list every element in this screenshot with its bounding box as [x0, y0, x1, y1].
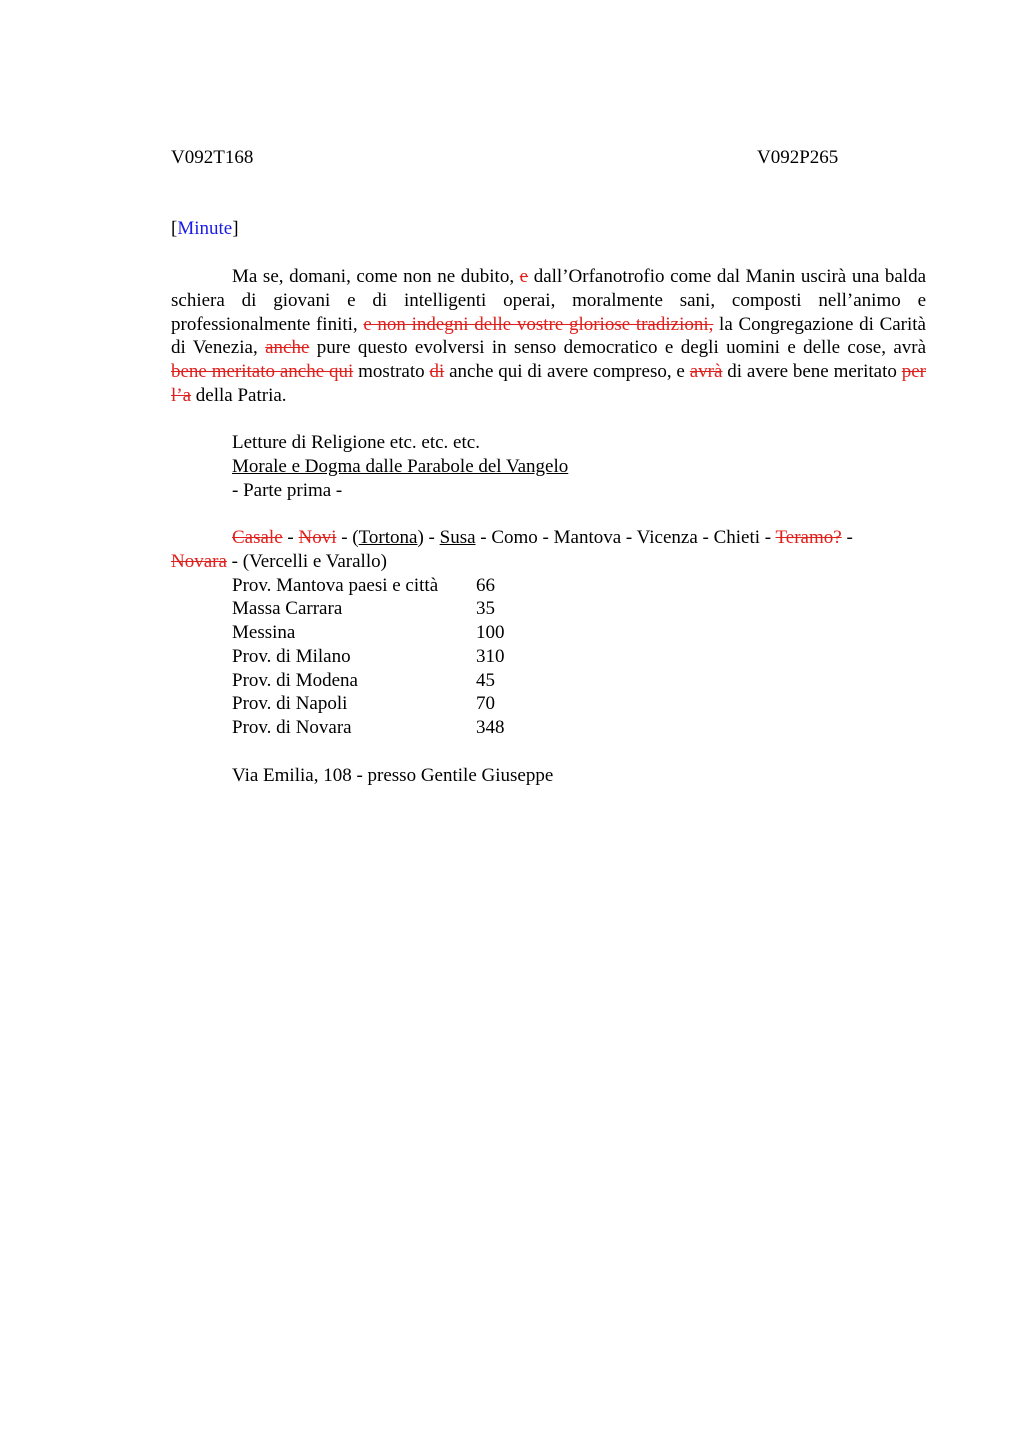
row-name: Prov. di Novara [232, 717, 352, 738]
row-value: 100 [476, 622, 505, 643]
place-separator: - [841, 527, 853, 548]
place-separator: - [282, 527, 299, 548]
place-underlined: Tortona [358, 527, 418, 548]
doc-id-right: V092P265 [757, 147, 839, 168]
table-row [232, 574, 495, 598]
row-value: 310 [476, 646, 505, 667]
place-names: - Como - Mantova - Vicenza - Chieti - [475, 527, 776, 548]
place-names: - (Vercelli e Varallo) [226, 551, 387, 572]
table-row [232, 716, 505, 740]
row-name: Prov. di Milano [232, 646, 351, 667]
paragraph-text: di avere bene meritato [722, 361, 902, 383]
deleted-text: bene meritato anche qui [171, 361, 354, 383]
note-line-title: Morale e Dogma dalle Parabole del Vangelo [232, 456, 569, 477]
row-value: 66 [476, 575, 495, 596]
place-underlined: Susa [439, 527, 476, 548]
deleted-text: per l’a [171, 361, 926, 406]
table-row [232, 669, 495, 693]
section-tag-label: Minute [177, 218, 233, 239]
place-deleted: Novi [298, 527, 337, 548]
place-deleted: Casale [232, 527, 283, 548]
paragraph-text: anche qui di avere compreso, e [444, 361, 690, 383]
table-row [232, 597, 495, 621]
row-name: Prov. Mantova paesi e città [232, 575, 439, 596]
row-value: 45 [476, 670, 495, 691]
place-separator: - ( [336, 527, 359, 548]
row-value: 348 [476, 717, 505, 738]
row-name: Prov. di Modena [232, 670, 358, 691]
deleted-text: anche [265, 337, 310, 359]
row-value: 35 [476, 598, 495, 619]
doc-id-left: V092T168 [171, 147, 254, 168]
table-row [232, 621, 505, 645]
paragraph-text: la Congregazione di Carità di Venezia, [171, 313, 926, 359]
row-value: 70 [476, 693, 495, 714]
address-line: Via Emilia, 108 - presso Gentile Giuseppe [232, 765, 554, 786]
deleted-text: di [429, 361, 445, 383]
row-name: Massa Carrara [232, 598, 343, 619]
deleted-text: e non indegni delle vostre gloriose tradizioni, [363, 313, 714, 335]
paragraph-text: dall’Orfanotrofio come dal Manin uscirà una balda schiera di giovani e di intelligenti operai, moralmente sani, composti nell’animo e professionalmente finiti, [171, 266, 926, 335]
deleted-text: avrà [689, 361, 723, 383]
row-name: Prov. di Napoli [232, 693, 348, 714]
deleted-text: e [519, 266, 529, 287]
main-paragraph [171, 265, 926, 408]
note-line-part: - Parte prima - [232, 480, 343, 501]
section-tag [171, 217, 239, 241]
note-line-readings: Letture di Religione etc. etc. etc. [232, 432, 480, 453]
paragraph-text: Ma se, domani, come non ne dubito, [232, 266, 520, 287]
section-tag-close: ] [232, 218, 239, 239]
row-name: Messina [232, 622, 296, 643]
table-row [232, 692, 495, 716]
section-tag-open: [ [171, 218, 178, 239]
places-list [171, 526, 926, 574]
paragraph-text: della Patria. [191, 384, 287, 406]
table-row [232, 645, 505, 669]
place-deleted: Teramo? [775, 527, 842, 548]
place-separator: ) - [417, 527, 440, 548]
paragraph-text: mostrato [353, 361, 430, 383]
paragraph-text: pure questo evolversi in senso democratico e degli uomini e delle cose, avrà [309, 337, 927, 359]
place-deleted: Novara [171, 551, 227, 572]
